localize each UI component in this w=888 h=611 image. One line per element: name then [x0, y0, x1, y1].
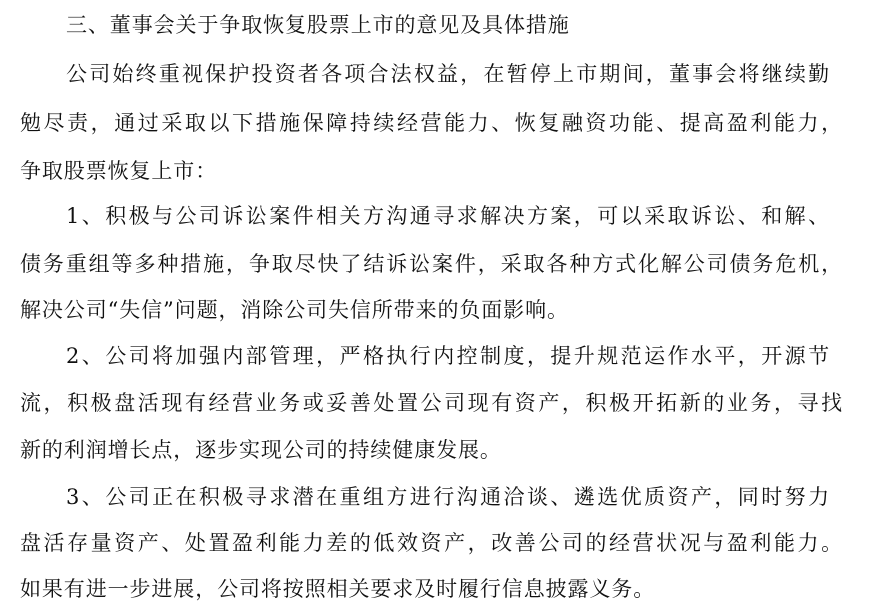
paragraph-3-line-3: 新的利润增长点，逐步实现公司的持续健康发展。 — [20, 438, 502, 462]
paragraph-2-line-1: 1、积极与公司诉讼案件相关方沟通寻求解决方案，可以采取诉讼、和解、 — [66, 204, 830, 228]
paragraph-2-line-2: 债务重组等多种措施，争取尽快了结诉讼案件，采取各种方式化解公司债务危机， — [20, 252, 843, 276]
paragraph-1-line-2: 勉尽责，通过采取以下措施保障持续经营能力、恢复融资功能、提高盈利能力， — [20, 111, 843, 135]
paragraph-2-line-3: 解决公司“失信”问题，消除公司失信所带来的负面影响。 — [20, 298, 569, 322]
section-heading: 三、董事会关于争取恢复股票上市的意见及具体措施 — [66, 13, 570, 37]
paragraph-1-line-1: 公司始终重视保护投资者各项合法权益，在暂停上市期间，董事会将继续勤 — [66, 62, 830, 86]
paragraph-4-line-3: 如果有进一步进展，公司将按照相关要求及时履行信息披露义务。 — [20, 577, 656, 601]
paragraph-3-line-2: 流，积极盘活现有经营业务或妥善处置公司现有资产，积极开拓新的业务，寻找 — [20, 391, 843, 415]
paragraph-4-line-2: 盘活存量资产、处置盈利能力差的低效资产，改善公司的经营状况与盈利能力。 — [20, 531, 843, 555]
paragraph-3-line-1: 2、公司将加强内部管理，严格执行内控制度，提升规范运作水平，开源节 — [66, 344, 830, 368]
paragraph-1-line-3: 争取股票恢复上市： — [20, 159, 218, 183]
paragraph-4-line-1: 3、公司正在积极寻求潜在重组方进行沟通洽谈、遴选优质资产，同时努力 — [66, 485, 830, 509]
